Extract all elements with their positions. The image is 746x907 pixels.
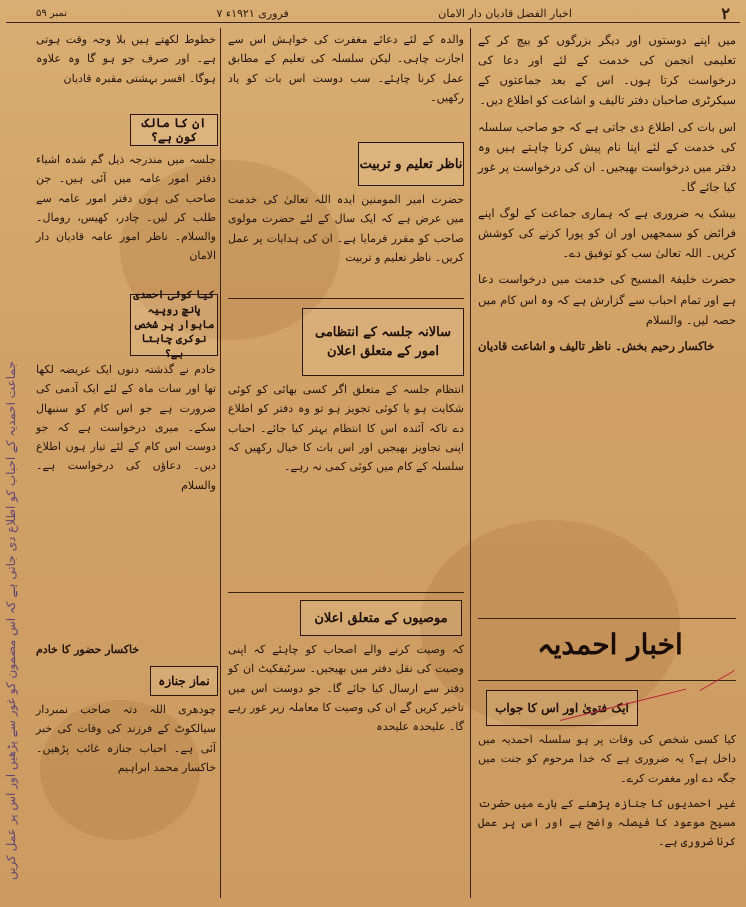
middle-text: انتظام جلسہ کے متعلق اگر کسی بھائی کو کوئی شکایت ہو یا کوئی تجویز ہو تو وہ دفتر کو اطلاع دے تاکہ آئندہ اس کا انتظام بہتر کیا جائے۔ احباب اپنی تجاویز بھیجیں اور اس بات کا خیال رکھیں کہ سلسلہ کے کام میں کوئی کمی نہ رہے۔ bbox=[228, 383, 464, 473]
article-paragraph: بیشک یہ ضروری ہے کہ ہماری جماعت کے لوگ اپنے فرائض کو سمجھیں اور ان کو پورا کرنے کی کوشش کریں۔ اللہ تعالیٰ سب کو توفیق دے۔ bbox=[478, 206, 736, 261]
article-signature: خاکسار رحیم بخش۔ ناظر تالیف و اشاعت قادیان bbox=[478, 338, 715, 353]
right-bottom-column bbox=[478, 730, 736, 858]
left-text: چودھری اللہ دتہ صاحب نمبردار سیالکوٹ کے فرزند کی وفات کی خبر آئی ہے۔ احباب جنازہ غائب پڑھیں۔ خاکسار محمد ابراہیم bbox=[36, 703, 216, 774]
section-headline: اخبار احمدیہ bbox=[537, 628, 683, 661]
handwritten-margin-note: جماعت احمدیہ کے احباب کو اطلاع دی جاتی ہے کہ اس مضمون کو غور سے پڑھیں اور اس پر عمل کریں bbox=[4, 361, 18, 880]
headline-box: کیا کوئی احمدی پانچ روپیہ ماہوار پر شخص نوکری چاہتا ہے؟ bbox=[130, 294, 218, 356]
left-text: خادم نے گذشتہ دنوں ایک عریضہ لکھا تھا اور سات ماہ کے لئے ایک آدمی کی ضرورت ہے جو اس کام کو سنبھال سکے۔ میری درخواست ہے کہ جو دوست اس کام کے لئے تیار ہوں اطلاع دیں۔ دعاؤں کی درخواست ہے۔ والسلام bbox=[36, 363, 216, 492]
column-rule bbox=[220, 28, 221, 898]
section-rule bbox=[228, 592, 464, 593]
column-rule bbox=[470, 28, 471, 898]
middle-text: کہ وصیت کرنے والے اصحاب کو چاہئے کہ اپنی وصیت کی نقل دفتر میں بھیجیں۔ سرٹیفکیٹ ان کو دفتر سے ارسال کیا جائے گا۔ جو دوست اس میں تاخیر کریں گے ان کی وصیت کا معاملہ زیر غور رہے گا۔ علیحدہ علیحدہ bbox=[228, 643, 464, 733]
left-signature: خاکسار حضور کا خادم bbox=[36, 643, 140, 656]
page-number: ۲ bbox=[721, 3, 730, 23]
article-paragraph: حضرت خلیفۃ المسیح کی خدمت میں درخواست دعا ہے اور تمام احباب سے گزارش ہے کہ وہ اس کام میں حصہ لیں۔ والسلام bbox=[478, 272, 736, 327]
page-header bbox=[6, 4, 740, 23]
headline-box: ناظر تعلیم و تربیت bbox=[358, 142, 464, 186]
issue-number: نمبر ۵۹ bbox=[36, 7, 68, 19]
headline-box: موصیوں کے متعلق اعلان bbox=[300, 600, 462, 636]
article-paragraph: غیر احمدیوں کا جنازہ پڑھنے کے بارے میں حضرت مسیح موعود کا فیصلہ واضح ہے اور اس پر عمل کرنا ضروری ہے۔ bbox=[478, 796, 736, 849]
left-intro: خطوط لکھتے ہیں بلا وجہ وقت ہوتی ہے۔ اور صرف جو ہو گا وہ علاوہ ہوگا۔ افسر بہشتی مقبرہ قادیان bbox=[36, 33, 216, 85]
article-paragraph: میں اپنے دوستوں اور دیگر بزرگوں کو بیچ کر کے تعلیمی انجمن کی خدمت کے لئے اور دعا کی درخواست کرتا ہوں۔ اس کے بعد جماعتوں کے سیکرٹری صاحبان دفتر تالیف و اشاعت کو اطلاع دیں۔ bbox=[478, 33, 736, 108]
article-paragraph: کیا کسی شخص کی وفات پر ہو سلسلہ احمدیہ میں داخل ہے؟ یہ ضروری ہے کہ خدا مرحوم کو جنت میں جگہ دے اور مغفرت کرے۔ bbox=[478, 733, 736, 785]
headline-box: نماز جنازہ bbox=[150, 666, 218, 696]
article-paragraph: اس بات کی اطلاع دی جاتی ہے کہ جو صاحب سلسلہ کی خدمت کے لئے اپنا نام پیش کرنا چاہتے ہیں وہ دفتر میں درخواست بھیجیں۔ ان کی درخواست پر غور کیا جائے گا۔ bbox=[478, 119, 736, 194]
right-column bbox=[478, 30, 736, 362]
header-title: اخبار الفضل قادیان دار الامان bbox=[438, 6, 572, 20]
middle-intro: والدہ کے لئے دعائے مغفرت کی خواہش اس سے اجازت چاہی۔ لیکن سلسلہ کی تعلیم کے مطابق عمل کرنا چاہئے۔ سب دوست اس بات کو یاد رکھیں۔ bbox=[228, 33, 464, 104]
section-rule bbox=[228, 298, 464, 299]
middle-text: حضرت امیر المومنین ایدہ اللہ تعالیٰ کی خدمت میں عرض ہے کہ ایک سال کے لئے حضرت مولوی صاحب کو مقرر فرمایا ہے۔ ان کی ہدایات پر عمل کریں۔ ناظر تعلیم و تربیت bbox=[228, 193, 464, 264]
headline-box: ان کا مالک کون ہے؟ bbox=[130, 114, 218, 146]
section-rule bbox=[478, 618, 736, 619]
section-rule bbox=[478, 680, 736, 681]
left-text: جلسہ میں مندرجہ ذیل گم شدہ اشیاء دفتر امور عامہ میں آئی ہیں۔ جن صاحب کی ہوں دفتر امور عامہ سے طلب کر لیں۔ چادر، کھیس، رومال۔ والسلام۔ ناظر امور عامہ قادیان دار الامان bbox=[36, 153, 216, 263]
header-date: ۷ فروری ۱۹۲۱ء bbox=[216, 6, 289, 20]
headline-box: ایک فتویٰ اور اس کا جواب bbox=[486, 690, 638, 726]
headline-box: سالانہ جلسہ کے انتظامی امور کے متعلق اعلان bbox=[302, 308, 464, 376]
